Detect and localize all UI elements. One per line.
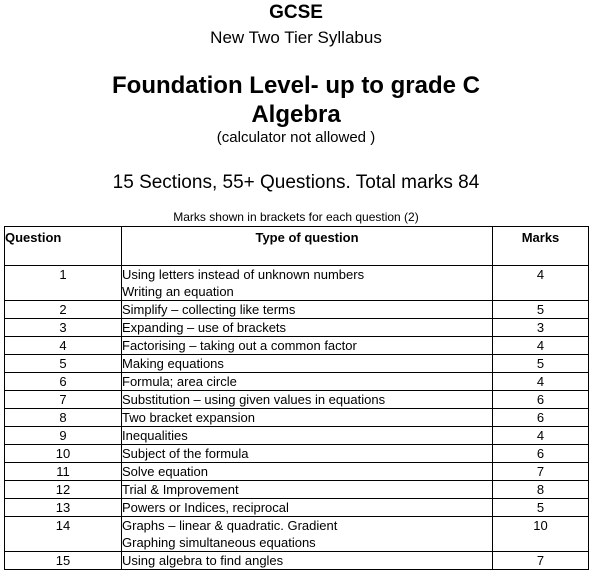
table-row: [5, 517, 589, 552]
table-header-row: [5, 227, 589, 266]
question-type: [122, 499, 493, 517]
question-marks: 5: [493, 301, 589, 319]
question-type: [122, 337, 493, 355]
question-type-line: Graphing simultaneous equations: [122, 535, 316, 550]
syllabus-table: [4, 226, 589, 570]
table-row: [5, 463, 589, 481]
question-type-line: Trial & Improvement: [122, 482, 239, 497]
column-header-type: Type of question: [122, 227, 493, 266]
table-row: [5, 409, 589, 427]
table-row: [5, 355, 589, 373]
question-type-line: Graphs – linear & quadratic. Gradient: [122, 518, 338, 533]
question-number: 6: [5, 373, 122, 391]
question-type-line: Substitution – using given values in equations: [122, 392, 386, 407]
question-marks: 6: [493, 445, 589, 463]
summary-line: 15 Sections, 55+ Questions. Total marks 84: [112, 172, 480, 193]
question-type: [122, 266, 493, 301]
question-marks: 7: [493, 552, 589, 570]
question-type-line: Two bracket expansion: [122, 410, 255, 425]
column-header-marks: Marks: [493, 227, 589, 266]
question-type-line: Simplify – collecting like terms: [122, 302, 296, 317]
level-heading: Foundation Level- up to grade C: [112, 72, 480, 99]
table-row: [5, 266, 589, 301]
question-number: 2: [5, 301, 122, 319]
question-number: 1: [5, 266, 122, 301]
syllabus-subtitle: New Two Tier Syllabus: [210, 28, 382, 47]
question-number: 12: [5, 481, 122, 499]
question-type-line: Inequalities: [122, 428, 188, 443]
table-row: [5, 337, 589, 355]
question-number: 10: [5, 445, 122, 463]
question-type-line: Factorising – taking out a common factor: [122, 338, 357, 353]
question-marks: 5: [493, 499, 589, 517]
table-row: [5, 481, 589, 499]
column-header-question: Question: [5, 227, 122, 266]
question-type: [122, 409, 493, 427]
question-type: [122, 355, 493, 373]
question-number: 11: [5, 463, 122, 481]
question-marks: 10: [493, 517, 589, 552]
question-type-line: Subject of the formula: [122, 446, 249, 461]
question-type-line: Solve equation: [122, 464, 209, 479]
question-type-line: Expanding – use of brackets: [122, 320, 287, 335]
question-number: 7: [5, 391, 122, 409]
question-marks: 6: [493, 391, 589, 409]
question-type: [122, 445, 493, 463]
question-marks: 4: [493, 427, 589, 445]
marks-note: Marks shown in brackets for each question (2): [173, 210, 419, 224]
question-marks: 4: [493, 266, 589, 301]
table-row: [5, 427, 589, 445]
question-number: 9: [5, 427, 122, 445]
question-number: 4: [5, 337, 122, 355]
question-type-line: Making equations: [122, 356, 224, 371]
question-type: [122, 391, 493, 409]
table-row: [5, 391, 589, 409]
question-type: [122, 319, 493, 337]
table-row: [5, 301, 589, 319]
question-type-line: Using algebra to find angles: [122, 553, 284, 568]
question-type-line: Powers or Indices, reciprocal: [122, 500, 289, 515]
question-marks: 5: [493, 355, 589, 373]
question-type: [122, 481, 493, 499]
question-type-line: Using letters instead of unknown numbers: [122, 267, 365, 282]
question-marks: 7: [493, 463, 589, 481]
question-type: [122, 517, 493, 552]
table-row: [5, 499, 589, 517]
question-number: 3: [5, 319, 122, 337]
question-marks: 4: [493, 337, 589, 355]
question-marks: 6: [493, 409, 589, 427]
question-number: 13: [5, 499, 122, 517]
table-row: [5, 445, 589, 463]
calculator-note: (calculator not allowed ): [216, 129, 376, 146]
question-type-line: Writing an equation: [122, 284, 234, 299]
question-marks: 8: [493, 481, 589, 499]
question-type-line: Formula; area circle: [122, 374, 237, 389]
question-marks: 3: [493, 319, 589, 337]
question-number: 15: [5, 552, 122, 570]
question-number: 5: [5, 355, 122, 373]
question-type: [122, 373, 493, 391]
question-type: [122, 427, 493, 445]
question-type: [122, 463, 493, 481]
table-row: [5, 319, 589, 337]
question-marks: 4: [493, 373, 589, 391]
question-number: 8: [5, 409, 122, 427]
table-body: [5, 266, 589, 570]
question-type: [122, 301, 493, 319]
table-row: [5, 373, 589, 391]
question-number: 14: [5, 517, 122, 552]
subject-heading: Algebra: [251, 101, 341, 128]
exam-title: GCSE: [269, 2, 323, 23]
